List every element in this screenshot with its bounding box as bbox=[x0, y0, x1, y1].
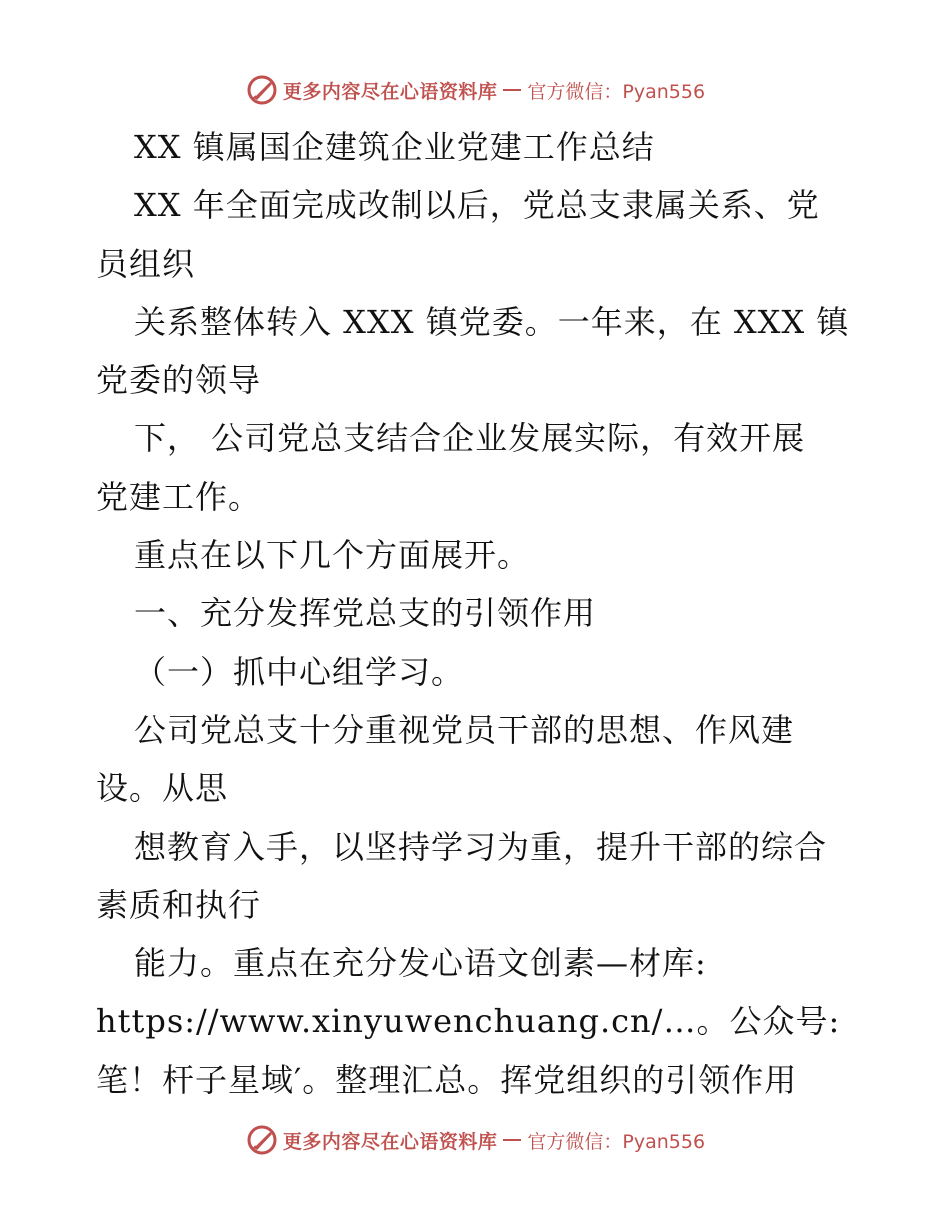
document-line: 重点在以下几个方面展开。 bbox=[134, 536, 531, 575]
banner-dash bbox=[503, 1139, 521, 1141]
banner-main-text: 更多内容尽在心语资料库 bbox=[282, 80, 498, 103]
document-line: https://www.xinyuwenchuang.cn/…。公众号: bbox=[96, 1002, 841, 1041]
document-line: 关系整体转入 XXX 镇党委。一年来，在 XXX 镇 bbox=[134, 302, 850, 341]
document-line: 员组织 bbox=[96, 244, 196, 283]
document-line: XX 年全面完成改制以后，党总支隶属关系、党 bbox=[134, 186, 820, 225]
banner-dash bbox=[503, 89, 521, 91]
quill-logo-icon bbox=[245, 73, 279, 107]
document-line: （一）抓中心组学习。 bbox=[134, 652, 465, 691]
document-line: 素质和执行 bbox=[96, 885, 262, 924]
document-line: 一、充分发挥党总支的引领作用 bbox=[134, 594, 597, 633]
document-line: 党委的领导 bbox=[96, 361, 262, 400]
document-line: 笔！杆子星域′。整理汇总。挥党组织的引领作用 bbox=[96, 1060, 798, 1099]
banner-wechat-text: 官方微信：Pyan556 bbox=[527, 80, 706, 103]
header-watermark-banner bbox=[0, 68, 950, 112]
document-body bbox=[96, 118, 896, 1109]
document-line: 公司党总支十分重视党员干部的思想、作风建 bbox=[134, 710, 795, 749]
document-line: 党建工作。 bbox=[96, 477, 262, 516]
document-line: 设。从思 bbox=[96, 769, 229, 808]
document-line: 能力。重点在充分发心语文创素—材库: bbox=[134, 944, 707, 983]
document-line: 下， 公司党总支结合企业发展实际，有效开展 bbox=[134, 419, 806, 458]
document-line: 想教育入手，以坚持学习为重，提升干部的综合 bbox=[134, 827, 828, 866]
footer-watermark-banner bbox=[0, 1118, 950, 1162]
document-line: XX 镇属国企建筑企业党建工作总结 bbox=[134, 128, 655, 166]
quill-logo-icon bbox=[245, 1123, 279, 1157]
banner-wechat-text: 官方微信：Pyan556 bbox=[527, 1130, 706, 1153]
banner-main-text: 更多内容尽在心语资料库 bbox=[282, 1130, 498, 1153]
